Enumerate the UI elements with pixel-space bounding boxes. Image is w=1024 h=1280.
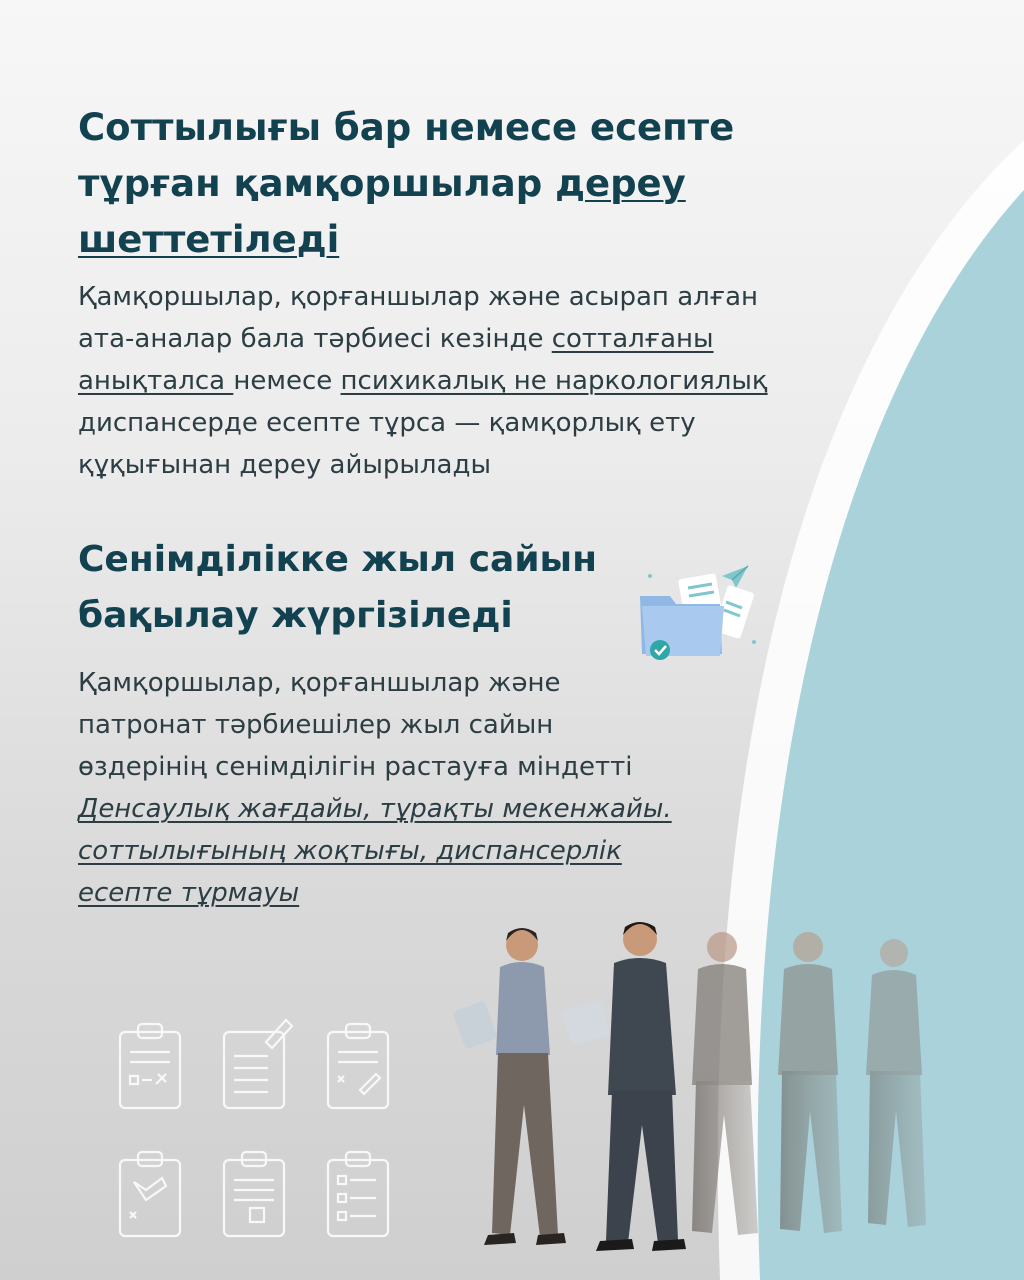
person-man-2 bbox=[692, 932, 758, 1235]
person-man-1 bbox=[562, 922, 686, 1251]
section2-body: Қамқоршылар, қорғаншылар және патронат тәрбиешілер жыл сайын өздерінің сенімділігін растауға міндетті bbox=[78, 668, 633, 782]
walking-people-illustration bbox=[440, 915, 960, 1260]
clipboard-icon bbox=[328, 1152, 388, 1236]
section1-title: Соттылығы бар немесе есепте тұрған қамқоршылар дереу шеттетіледі bbox=[78, 106, 735, 261]
clipboard-icon bbox=[120, 1024, 180, 1108]
clipboard-icon bbox=[224, 1020, 292, 1108]
folder-documents-icon bbox=[636, 562, 766, 666]
clipboard-icon bbox=[328, 1024, 388, 1108]
person-woman-3 bbox=[866, 939, 926, 1227]
clipboard-icon bbox=[120, 1152, 180, 1236]
main-content bbox=[78, 100, 818, 914]
clipboard-icon bbox=[224, 1152, 284, 1236]
checkmark-badge-icon bbox=[650, 640, 670, 660]
section2-title: Сенімділікке жыл сайын бақылау жүргізіледі bbox=[78, 539, 597, 636]
person-woman-1 bbox=[452, 928, 566, 1245]
person-woman-2 bbox=[778, 932, 842, 1233]
clipboard-icons-grid bbox=[112, 1012, 402, 1242]
section2-requirements[interactable]: Денсаулық жағдайы, тұрақты мекенжайы. соттылығының жоқтығы, диспансерлік есепте тұрмауы bbox=[78, 794, 672, 908]
link-convicted[interactable]: сотталғаны анықталса bbox=[78, 324, 714, 396]
paper-plane-icon bbox=[722, 566, 748, 588]
link-dispensary[interactable]: психикалық не наркологиялық bbox=[340, 366, 768, 396]
section1-body: Қамқоршылар, қорғаншылар және асырап алған ата-аналар бала тәрбиесі кезінде сотталғаны анықталса немесе психикалық не наркологиялық диспансерде есепте тұрса — қамқорлық ету құқығынан дереу айырылады bbox=[78, 282, 768, 480]
